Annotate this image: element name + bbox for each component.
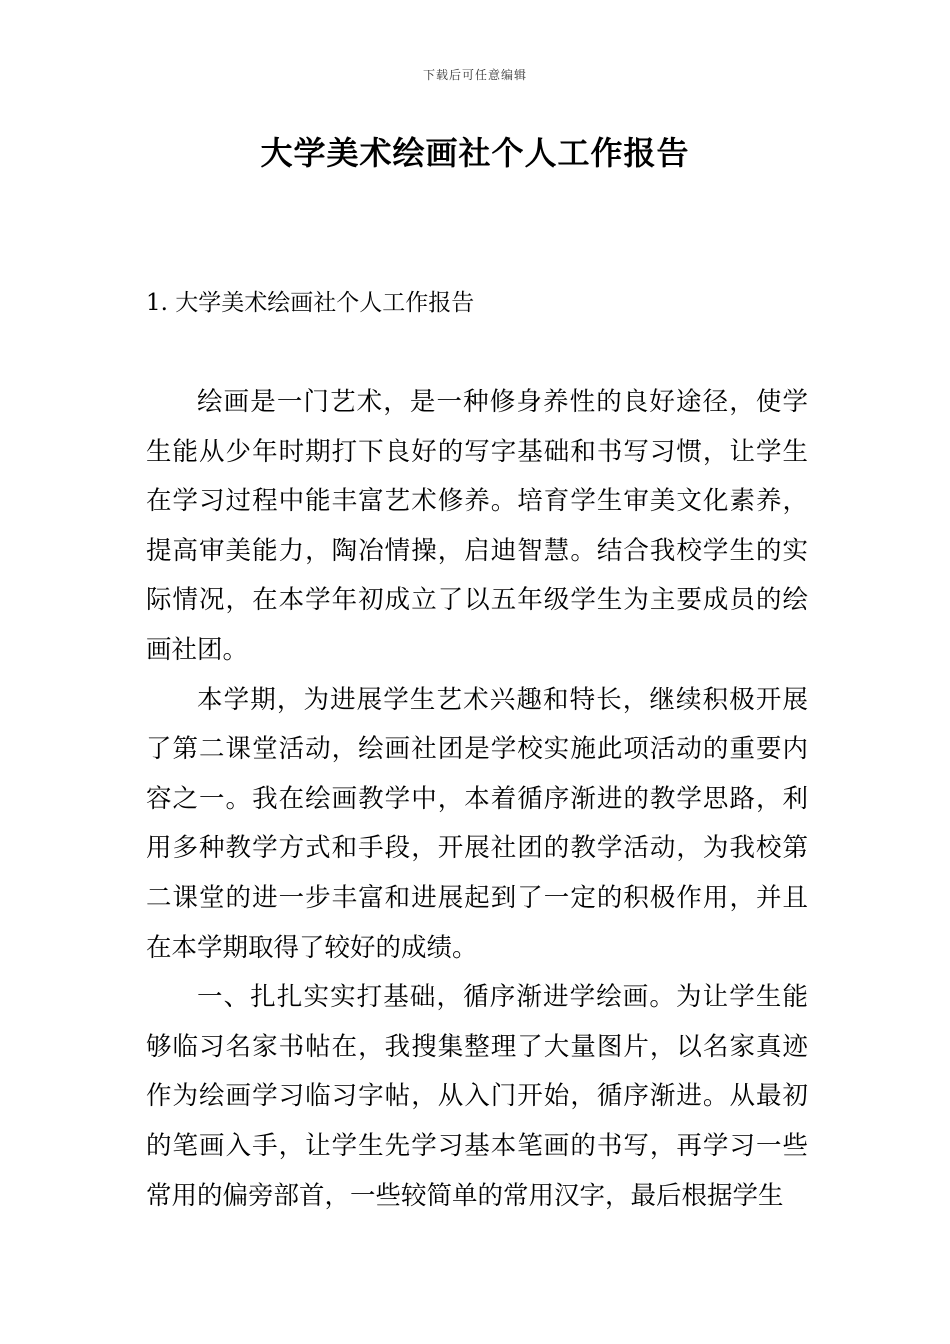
document-body: [146, 378, 808, 1221]
section-heading: 1. 大学美术绘画社个人工作报告: [146, 290, 475, 316]
paragraph: 绘画是一门艺术，是一种修身养性的良好途径，使学生能从少年时期打下良好的写字基础和书写习惯，让学生在学习过程中能丰富艺术修养。培育学生审美文化素养，提高审美能力，陶冶情操，启迪智慧。结合我校学生的实际情况，在本学年初成立了以五年级学生为主要成员的绘画社团。: [146, 387, 808, 665]
paragraph: 一、扎扎实实打基础，循序渐进学绘画。为让学生能够临习名家书帖在，我搜集整理了大量图片，以名家真迹作为绘画学习临习字帖，从入门开始，循序渐进。从最初的笔画入手，让学生先学习基本笔画的书写，再学习一些常用的偏旁部首，一些较简单的常用汉字，最后根据学生: [146, 982, 808, 1211]
paragraph: 本学期，为进展学生艺术兴趣和特长，继续积极开展了第二课堂活动，绘画社团是学校实施此项活动的重要内容之一。我在绘画教学中，本着循序渐进的教学思路，利用多种教学方式和手段，开展社团的教学活动，为我校第二课堂的进一步丰富和进展起到了一定的积极作用，并且在本学期取得了较好的成绩。: [146, 684, 808, 963]
header-note: 下载后可任意编辑: [422, 68, 527, 82]
document-title: 大学美术绘画社个人工作报告: [260, 134, 690, 172]
